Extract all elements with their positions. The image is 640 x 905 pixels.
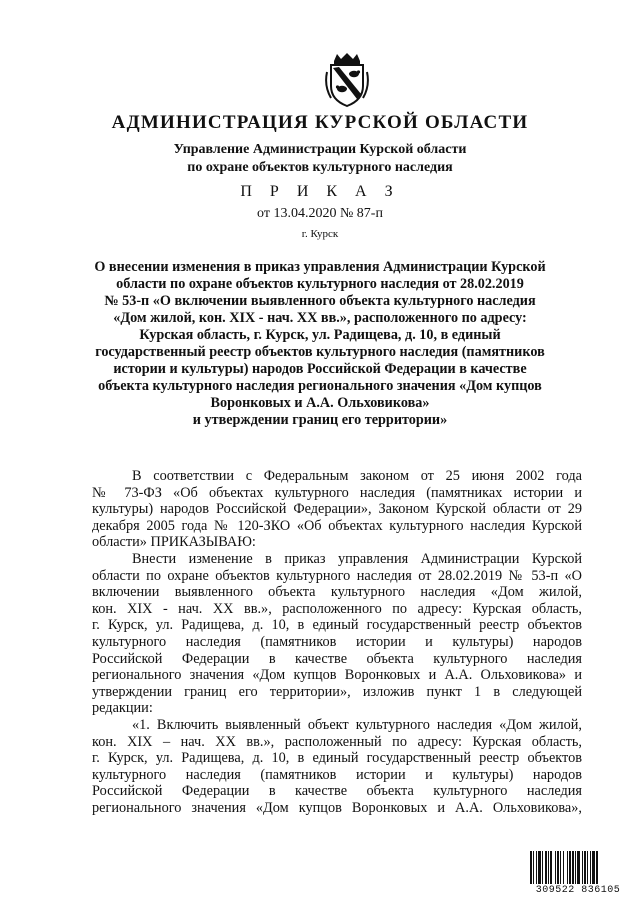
barcode-bar (592, 851, 595, 884)
body-line: области по охране объектов культурного наследия от 28.02.2019 № 53-п «О (92, 567, 582, 584)
department-line: Управление Администрации Курской области (173, 142, 467, 157)
barcode-bar (555, 851, 556, 884)
barcode-bars (528, 851, 628, 885)
body-line: утверждении границ его территории», изложив пункт 1 в следующей (92, 683, 582, 700)
barcode-bar (582, 851, 583, 884)
body-line: № 73-ФЗ «Об объектах культурного наследия (памятниках истории и (92, 484, 582, 501)
barcode-bar (577, 851, 580, 884)
body-paragraph-order (92, 551, 582, 717)
body-line: декабря 2005 года № 120-ЗКО «Об объектах культурного наследия Курской (92, 517, 582, 534)
body-line: «1. Включить выявленный объект культурного наследия «Дом жилой, (132, 716, 582, 733)
body-line: В соответствии с Федеральным законом от 25 июня 2002 года (132, 468, 582, 484)
body-line: г. Курск, ул. Радищева, д. 10, в единый государственный реестр объектов (92, 750, 582, 767)
department-name (0, 141, 640, 177)
body-line: редакции: (92, 700, 153, 717)
body-line: включении выявленного объекта культурного наследия «Дом жилой, (92, 584, 582, 601)
barcode-bar (560, 851, 561, 884)
coat-of-arms-icon (323, 52, 371, 108)
subject-line: истории и культуры) народов Российской Федерации в качестве (113, 361, 527, 377)
barcode-bar (542, 851, 543, 884)
subject-line: области по охране объектов культурного наследия от 28.02.2019 (116, 276, 524, 292)
barcode (528, 851, 628, 897)
subject-line: № 53-п «О включении выявленного объекта культурного наследия (104, 293, 536, 309)
body-paragraph-preamble (92, 468, 582, 551)
body-line: регионального значения «Дом купцов Воронковых и А.А. Ольховикова» и (92, 667, 582, 684)
body-line: регионального значения «Дом купцов Воронковых и А.А. Ольховикова», (92, 799, 582, 816)
barcode-bar (550, 851, 552, 884)
barcode-bar (587, 851, 588, 884)
document-subject (0, 259, 640, 429)
subject-line: «Дом жилой, кон. XIX - нач. XX вв.», расположенного по адресу: (113, 310, 527, 326)
barcode-bar (572, 851, 574, 884)
body-line: кон. XIX - нач. XX вв.», расположенного по адресу: Курская область, (92, 600, 582, 617)
barcode-bar (530, 851, 532, 884)
barcode-bar (584, 851, 586, 884)
barcode-bar (536, 851, 537, 884)
barcode-bar (563, 851, 564, 884)
barcode-bar (533, 851, 534, 884)
subject-line: и утверждении границ его территории» (192, 412, 448, 428)
organization-title: АДМИНИСТРАЦИЯ КУРСКОЙ ОБЛАСТИ (111, 112, 529, 133)
barcode-bar (590, 851, 591, 884)
subject-line: объекта культурного наследия регионального значения «Дом купцов (98, 378, 542, 394)
subject-line: О внесении изменения в приказ управления Администрации Курской (94, 259, 546, 275)
document-number: от 13.04.2020 № 87-п (257, 206, 383, 221)
document-body (92, 468, 582, 816)
body-line: области» ПРИКАЗЫВАЮ: (92, 534, 256, 551)
subject-line: Воронковых и А.А. Ольховикова» (210, 395, 430, 411)
subject-line: государственный реестр объектов культурного наследия (памятников (95, 344, 545, 360)
body-line: культурного наследия (памятников истории и культуры) народов (92, 766, 582, 783)
body-line: кон. XIX – нач. XX вв.», расположенный по адресу: Курская область, (92, 733, 582, 750)
barcode-bar (545, 851, 547, 884)
body-line: Российской Федерации в качестве объекта культурного наследия (92, 650, 582, 667)
body-line: Внести изменение в приказ управления Администрации Курской (132, 550, 582, 567)
document-type: П Р И К А З (240, 183, 400, 200)
body-line: культурного наследия (памятников истории и культуры) народов (92, 633, 582, 650)
barcode-bar (567, 851, 568, 884)
body-paragraph-item-1 (92, 717, 582, 817)
barcode-bar (538, 851, 541, 884)
document-city: г. Курск (301, 228, 339, 240)
body-line: Российской Федерации в качестве объекта культурного наследия (92, 783, 582, 800)
barcode-bar (569, 851, 571, 884)
barcode-number: 309522 836105 (535, 885, 621, 896)
body-line: культуры) народов Российской Федерации», Законом Курской области от 29 (92, 501, 582, 518)
subject-line: Курская область, г. Курск, ул. Радищева, д. 10, в единый (139, 327, 501, 343)
department-line: по охране объектов культурного наследия (187, 160, 453, 175)
barcode-bar (596, 851, 598, 884)
barcode-bar (575, 851, 576, 884)
barcode-bar (557, 851, 559, 884)
body-line: г. Курск, ул. Радищева, д. 10, в единый государственный реестр объектов (92, 617, 582, 634)
barcode-bar (548, 851, 549, 884)
